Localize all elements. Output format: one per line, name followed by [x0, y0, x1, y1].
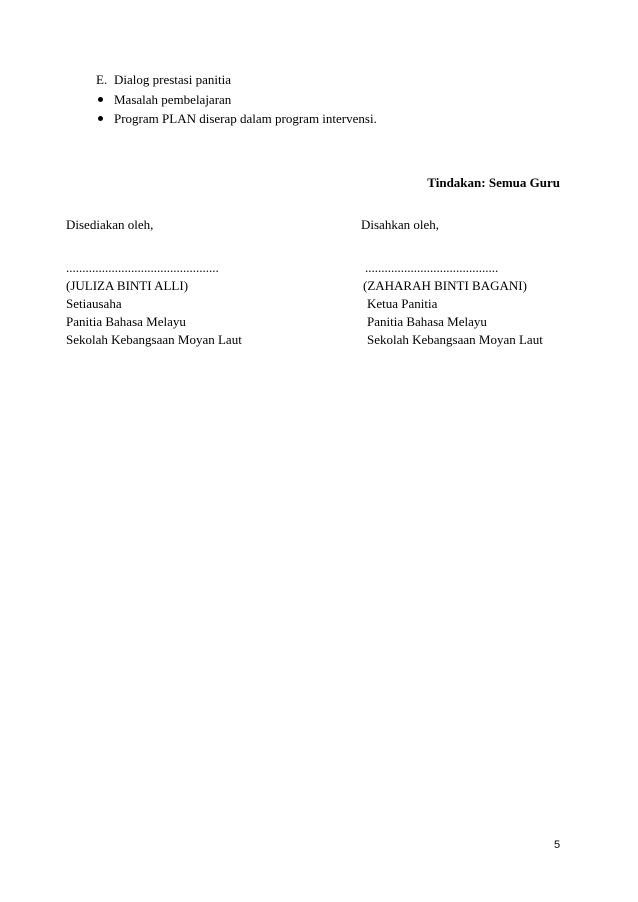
- bullet-icon: [98, 97, 103, 102]
- signature-line-right: .........................................: [365, 260, 499, 275]
- approved-by-label: Disahkan oleh,: [361, 217, 439, 232]
- page-number: 5: [554, 839, 561, 851]
- list-letter-marker: E.: [96, 72, 108, 87]
- bullet-icon: [98, 116, 103, 121]
- signatory-school-left: Sekolah Kebangsaan Moyan Laut: [66, 332, 242, 347]
- agenda-item-title: Dialog prestasi panitia: [114, 72, 231, 87]
- signatory-name-right: (ZAHARAH BINTI BAGANI): [363, 278, 527, 293]
- action-line: Tindakan: Semua Guru: [427, 175, 560, 190]
- list-item-text: Masalah pembelajaran: [114, 92, 232, 107]
- list-item-text: Program PLAN diserap dalam program intervensi.: [114, 111, 377, 126]
- signatory-position-right: Ketua Panitia: [367, 296, 438, 311]
- signatory-position-left: Setiausaha: [66, 296, 122, 311]
- signatory-committee-left: Panitia Bahasa Melayu: [66, 314, 186, 329]
- signatory-committee-right: Panitia Bahasa Melayu: [367, 314, 487, 329]
- signature-line-left: ...............................................: [66, 260, 219, 275]
- signatory-name-left: (JULIZA BINTI ALLI): [66, 278, 189, 293]
- signatory-school-right: Sekolah Kebangsaan Moyan Laut: [367, 332, 543, 347]
- prepared-by-label: Disediakan oleh,: [66, 217, 154, 232]
